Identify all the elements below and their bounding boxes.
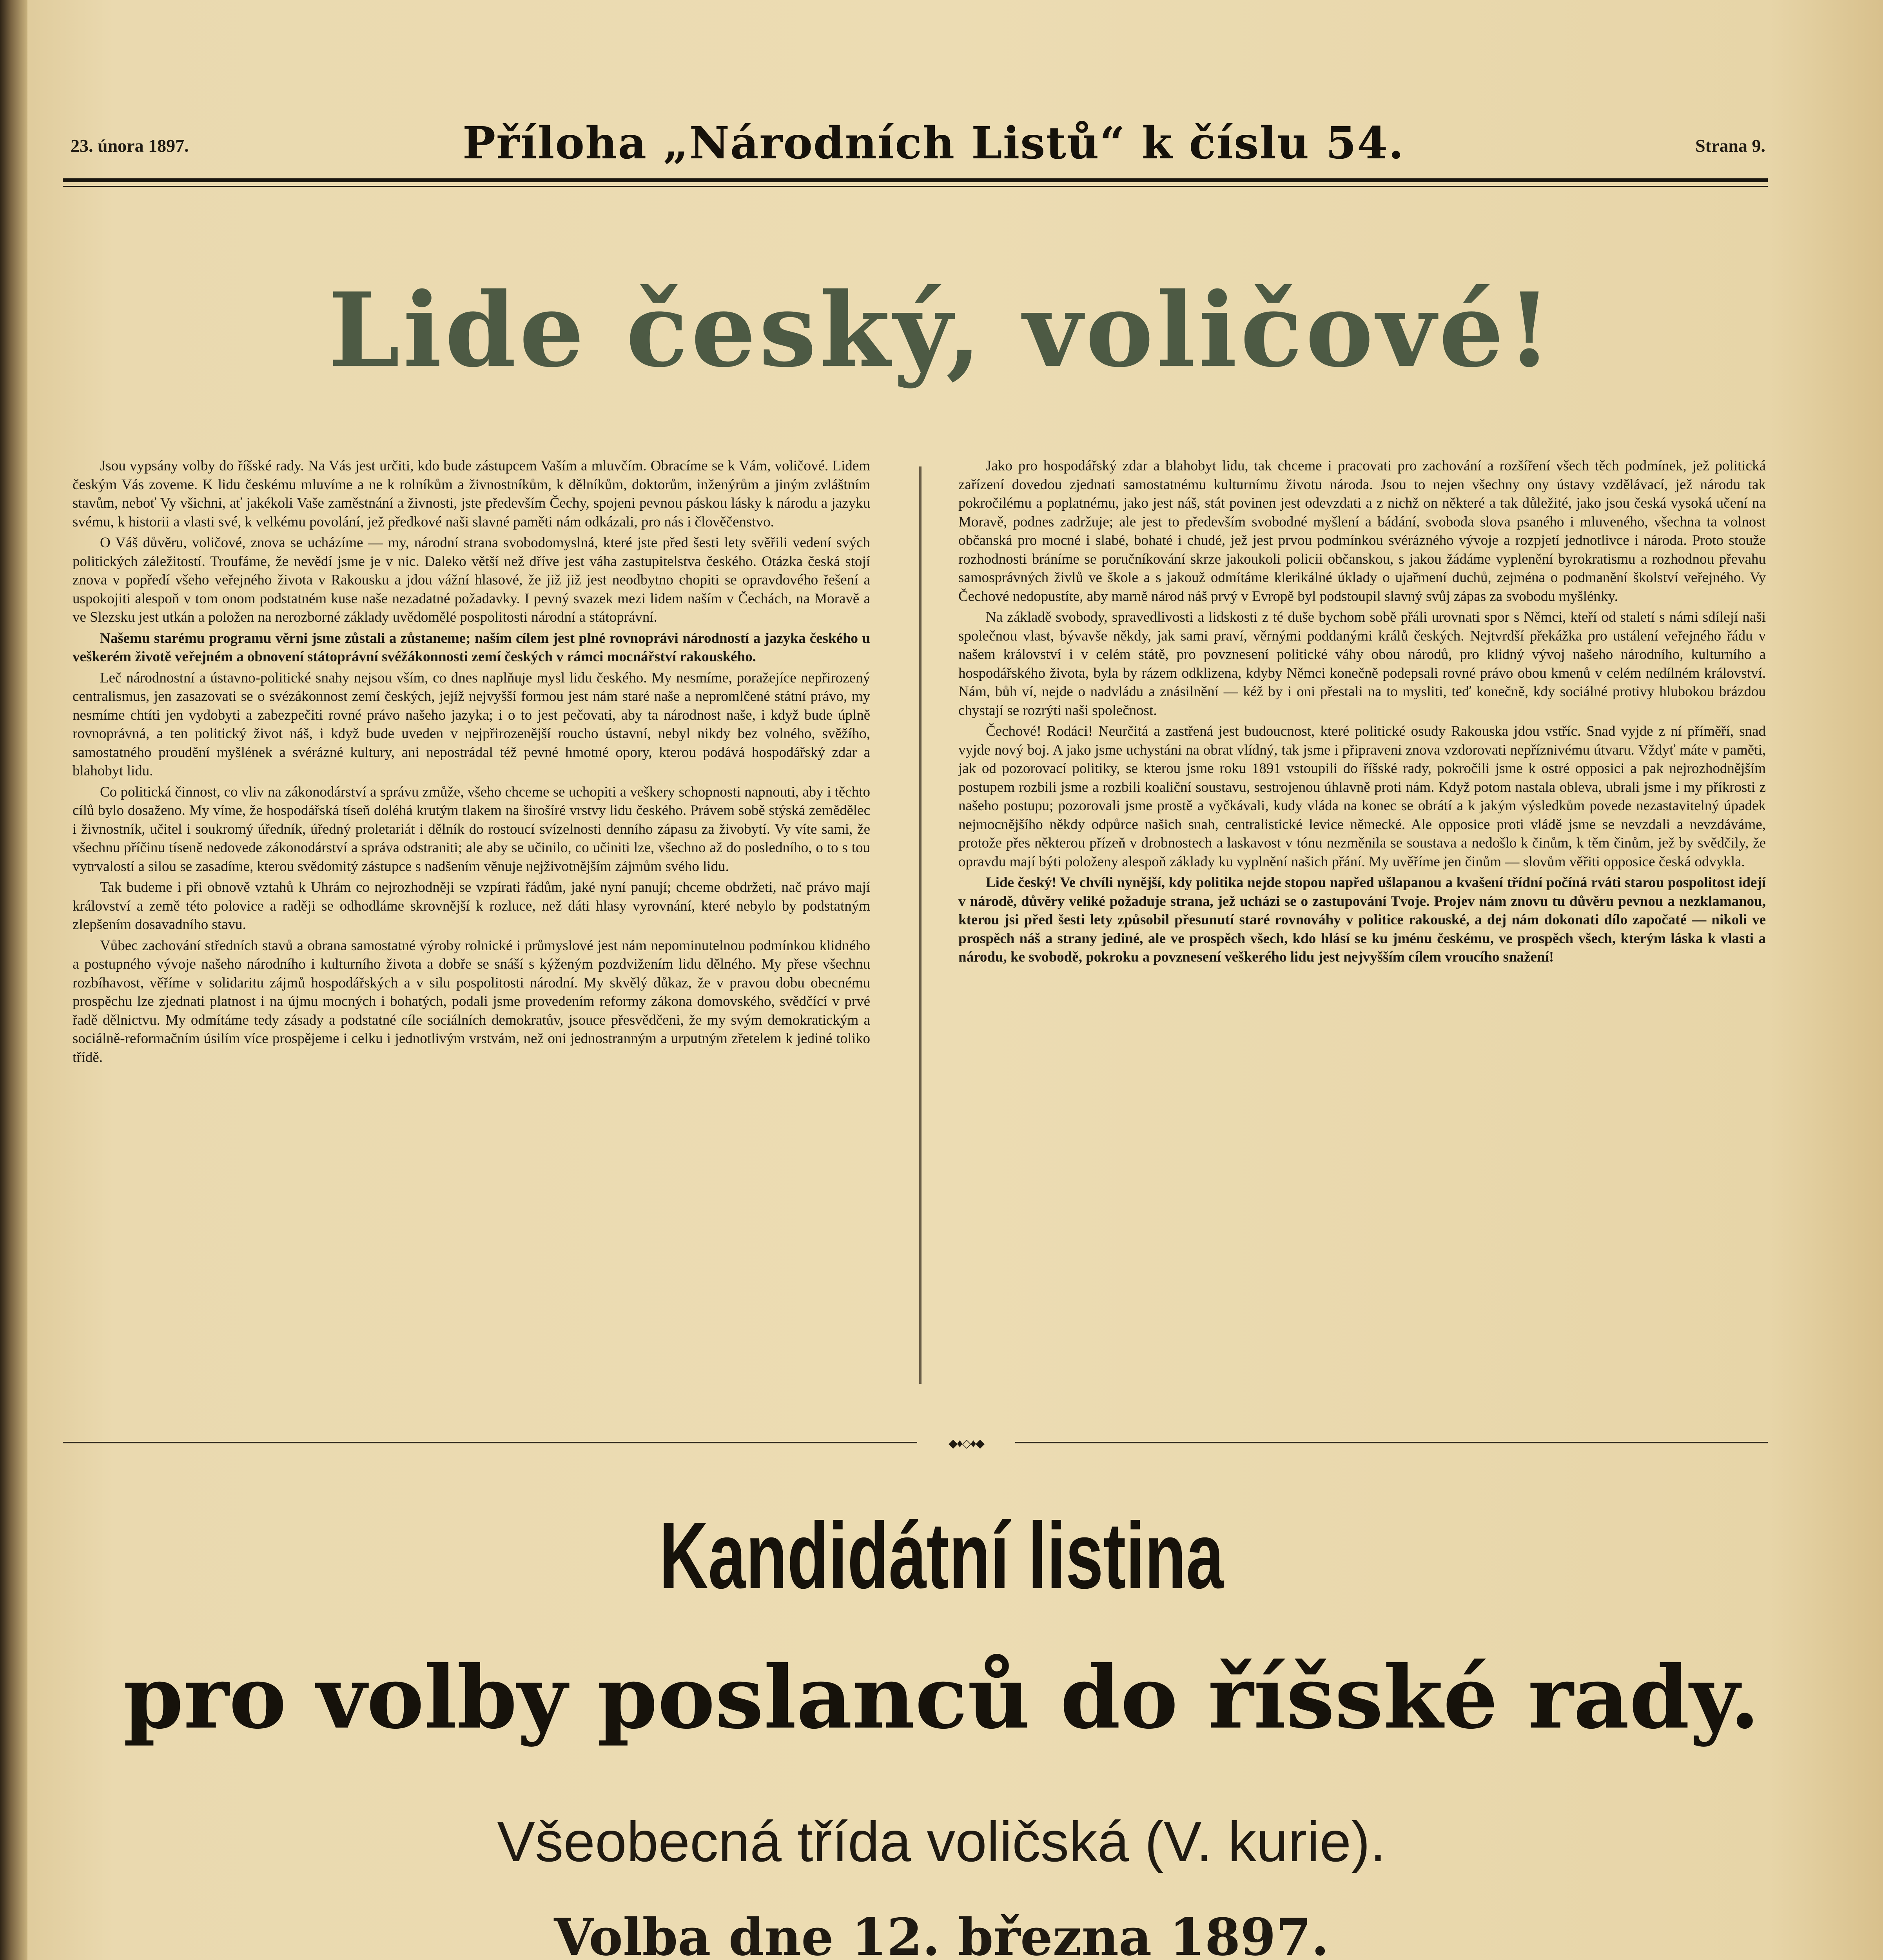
voter-class: Všeobecná třída voličská (V. kurie). [497, 1810, 1386, 1873]
ornament-line-right [1015, 1442, 1768, 1443]
ornament-knot: ◆♦◇♦◆ [949, 1437, 984, 1450]
supplement-title: Příloha „Národních Listů“ k číslu 54. [463, 118, 1405, 169]
paragraph: Na základě svobody, spravedlivosti a lidskosti z té duše bychom sobě přáli urovnati spor s Němci, kteří od staletí s námi sdílejí naši společnou vlast, bývavše někdy, jak sami praví, věrnými poddanými králů českých. Nejtvrdší překážka pro ustálení veřejného řádu v našem království i v celém státě, pro povznesení politické váhy obou národů, pro klidný vývoj našeho národního, kulturního a hospodářského života, byla by rázem odklizena, kdyby Němci konečně podepsali rovné právo obou kmenů v celém nedílném království. Nám, bůh ví, nejde o nadvládu a znásilnění — kéž by i oni přestali na to mysliti, teď konečně, kdy sociálné protivy hlubokou brázdou chystají se rozrýti naši společnost. [958, 609, 1766, 719]
headline: Lide český, voličové! [328, 270, 1555, 390]
right-column [958, 457, 1766, 969]
paragraph: Jsou vypsány volby do říšské rady. Na Vás jest určiti, kdo bude zástupcem Vaším a mluvčím. Obracíme se k Vám, voličové. Lidem českým Vás zoveme. K lidu českému mluvíme a ne k rolníkům a živnostníkům, k dělníkům, doktorům, inženýrům a jiným zvláštním stavům, neboť Vy všichni, ať jakékoli Vaše zaměstnání a živnosti, jste především Čechy, spojeni pevnou páskou lásky k národu a jazyku svému, k historii a vlasti své, k velkému povolání, jež předkové naši slavné paměti nám odkázali, pro nás i člověčenstvo. [73, 458, 870, 530]
paragraph: Jako pro hospodářský zdar a blahobyt lidu, tak chceme i pracovati pro zachování a rozšíření všech těch podmínek, jež politická zařízení dovedou zjednati samostatnému kulturnímu životu národa. Jsou to nejen všechny ony ústavy vzdělávací, jež národu tak pokročilému a poplatnému, jako jest náš, stát povinen jest odevzdati a z nichž on některé a tak důležité, jako jsou česká vysoká učení na Moravě, podnes zadržuje; ale jest to především svobodné myšlení a bádání, svoboda slova psaného i mluveného, všechna ta volnost občanská pro mocné i slabé, bohaté i chudé, jež jest prvou podmínkou svérázného vývoje a rozpjetí jednotlivce i národa. Proto stouže rozhodnosti bráníme se poručníkování skrze jakoukoli policii občanskou, s jakou žádáme vyplenění byrokratismu a rozhodnou převahu samosprávných živlů ve škole a s jakouž odmítáme klerikálné úklady o ujařmení duchů, zejména o podmanění školství veřejného. Vy Čechové nedopustíte, aby marně národ náš prvý v Evropě byl podstoupil slavný svůj zápas za svobodu myšlénky. [958, 458, 1766, 604]
ornament-line-left [63, 1442, 917, 1443]
column-divider [919, 466, 922, 1384]
page-number: Strana 9. [1695, 136, 1765, 156]
candidate-list-subtitle: pro volby poslanců do říšské rady. [123, 1646, 1760, 1748]
paragraph: Tak budeme i při obnově vztahů k Uhrám co nejrozhodněji se vzpírati řádům, jaké nyní panují; chceme obdržeti, nač právo mají království a země této polovice a raději se odhodláme skrovnější k rozluce, než dáti hlasy vyrovnání, které nebylo by podstatným zlepšením dosavadního stavu. [73, 879, 870, 933]
masthead-rule-thin [63, 186, 1768, 187]
paragraph: Vůbec zachování středních stavů a obrana samostatné výroby rolnické i průmyslové jest nám nepominutelnou podmínkou klidného a postupného vývoje našeho národního i kulturního života a dobře se snáší s kýženým pozdvižením lidu dělného. My přese všechnu rozbíhavost, věříme v solidaritu zájmů hospodářských a v silu pospolitosti národní. My skvělý důkaz, že v pravou dobu obecnému prospěchu lze zjednati platnost i na újmu mocných i bohatých, podali jsme provedením reformy zákona domovského, svědčící v prvé řadě dělnictvu. My odmítáme tedy zásady a podstatné cíle sociálních demokratův, jsouce přesvědčeni, že my svým demokratickým a sociálně-reformačním úsilím více prospějeme i celku i jednotlivým vrstvám, než oni jednostranným a urputným zřetelem k jediné toliko třídě. [73, 937, 870, 1065]
masthead-rule [63, 178, 1768, 182]
left-column [73, 457, 870, 1069]
paragraph: Čechové! Rodáci! Neurčitá a zastřená jest budoucnost, které politické osudy Rakouska jdou vstříc. Snad vyjde z ní příměří, snad vyjde nový boj. A jako jsme uchystáni na obrat vlídný, tak jsme i připraveni znova vzdorovati nepříznivému útvaru. Vždyť máte v paměti, jak od pozorovací politiky, se kterou jsme roku 1891 vstoupili do říšské rady, pokročili jsme k ostré opposici a pak nejrozhodnějším postupem rozbili jsme a rozbili koaliční soustavu, sestrojenou úhlavně proti nám. Když potom nastala obleva, ubrali jsme i my příkrosti z našeho postupu; pozorovali jsme prostě a vyčkávali, kudy vláda na konec se obrátí a k jakým výsledkům povede nezastavitelný úpadek nejmocnějšího někdy odpůrce našich snah, centralistické levice německé. Ale opposice proti vládě jsme se nevzdali a nevzdáváme, protože přes některou přízeň v drobnostech a laskavost v tónu nezměnila se soustava a nedošlo k činům, k těm činům, jež by svědčily, že opravdu mají býti položeny alespoň základy ku vyplnění našich přání. My uvěříme jen činům — slovům věřiti opposice česká odvykla. [958, 723, 1766, 870]
paragraph: O Váš důvěru, voličové, znova se ucházíme — my, národní strana svobodomyslná, které jste před šesti lety svěřili vedení svých politických záležitostí. Troufáme, že nevědí jsme je v nic. Daleko větší než dříve jest váha zastupitelstva českého. Otázka česká stojí znova v popředí všeho veřejného života v Rakousku a jdou vážní hlasové, že již již jest neodbytno chopiti se opravdového řešení a uspokojiti alespoň v tom onom podstatném kuse naše nezadatné požadavky. I pevný svazek mezi lidem naším v Čechách, na Moravě a ve Slezsku jest utkán a položen na nerozborné základy uvědomělé pospolitosti národní a státoprávní. [73, 535, 870, 625]
issue-date: 23. února 1897. [71, 136, 189, 156]
paragraph: Našemu starému programu věrni jsme zůstali a zůstaneme; naším cílem jest plné rovnoprávi národností a jazyka českého u veškerém životě veřejném a obnovení státoprávní svéžákonnosti zemí českých v rámci mocnářství rakouského. [73, 630, 870, 665]
ornamental-rule [63, 1437, 1768, 1448]
paragraph: Co politická činnost, co vliv na zákonodárství a správu zmůže, všeho chceme se uchopiti a veškery schopnosti napnouti, aby i těchto cílů bylo dosaženo. My víme, že hospodářská tíseň doléhá krutým tlakem na širošíré vrstvy lidu českého. Právem sobě stýská zemědělec i živnostník, učitel i soukromý úředník, úředný proletariát i dělník do rostoucí svízelnosti denního zápasu za živobytí. Vy víte sami, že všechnu příčinu tíseně nedovede zákonodárství a správa odstraniti; ale aby se učinilo, co učiniti lze, všechno až do posledního, o to s tou vytrvalostí a silou se zasadíme, kterou svědomitý zástupce s nadšením věnuje nejživotnějším zájmům svého lidu. [73, 784, 870, 875]
election-date: Volba dne 12. března 1897. [554, 1907, 1329, 1960]
candidate-list-title: Kandidátní listina [659, 1503, 1224, 1608]
paragraph: Leč národnostní a ústavno-politické snahy nejsou vším, co dnes naplňuje mysl lidu českého. My nesmíme, poražejíce nepřirozený centralismus, jen zasazovati se o svézákonnost zemí českých, jejíž nejvyšší formou jest nám staré naše a nepromlčené státní právo, my nesmíme chtíti jen vydobyti a zabezpečiti rovné právo našeho jazyka; i o to jest pečovati, aby ta národnost naše, i když bude úplně rovnoprávná, a ten politický život náš, i když bude uveden v nejpřirozenější roucho ústavní, nebyl nikdy bez volného, svěžího, samostatného proudění myšlének a svérázné kultury, ani nepostrádal též pevné hmotné opory, kterou podává hospodářský zdar a blahobyt lidu. [73, 670, 870, 779]
paragraph: Lide český! Ve chvíli nynější, kdy politika nejde stopou napřed ušlapanou a kvašení třídní počíná rváti starou pospolitost idejí v národě, důvěry veliké požaduje strana, jež ucházi se o zastupování Tvoje. Projev nám znovu tu důvěru pevnou a nezklamanou, kterou jsi před šesti lety způsobil přesunutí staré rovnováhy v politice rakouské, a dej nám dokonati dílo započaté — nikoli ve prospěch náš a strany jediné, ale ve prospěch všech, kdo hlásí se ku jménu českému, ve prospěch všech, kterým láska k vlasti a národu, ke svobodě, pokroku a povznesení veškerého lidu jest nejvyšším cílem vroucího snažení! [958, 875, 1766, 965]
